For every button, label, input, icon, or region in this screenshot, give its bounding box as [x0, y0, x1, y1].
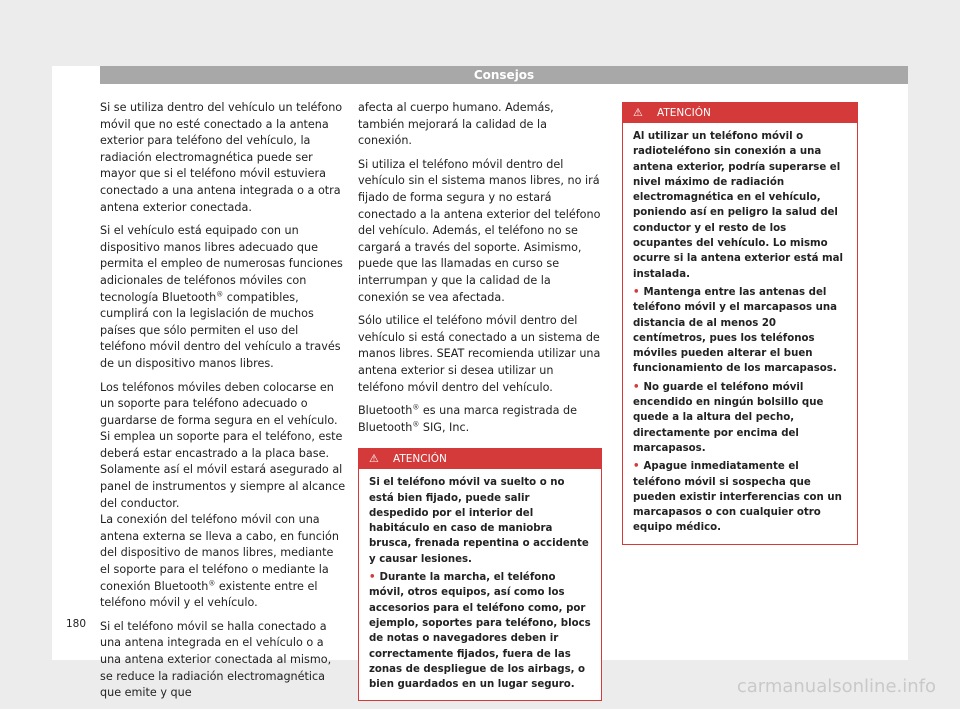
text-column-right — [622, 102, 858, 545]
list-item: • Durante la marcha, el teléfono móvil, otros equipos, así como los accesorios para el teléfono como, por ejemplo, soportes para teléfono, blocs de notas o navegadores deben ir correctamente fijados, fuera de las zonas de despliegue de los airbags, o bien guardados en un lugar seguro. — [369, 572, 591, 691]
warning-list — [369, 570, 591, 692]
warning-body — [623, 123, 857, 544]
bullet-icon: • — [633, 461, 640, 473]
warning-triangle-icon: ⚠ — [633, 106, 643, 119]
warning-intro: Si el teléfono móvil va suelto o no está bien fijado, puede salir despedido por el interior del habitáculo en caso de maniobra brusca, frenada repentina o accidente y causar lesiones. — [369, 477, 589, 565]
warning-box — [622, 102, 858, 545]
warning-box — [358, 448, 602, 701]
list-item: • Apague inmediatamente el teléfono móvil si sospecha que pueden existir interferencias con un marcapasos o con cualquier otro equipo médico. — [633, 461, 842, 534]
paragraph: Sólo utilice el teléfono móvil dentro del vehículo si está conectado a un sistema de manos libres. SEAT recomienda utilizar una antena exterior si desea utilizar un teléfono móvil dentro del vehículo. — [358, 314, 601, 394]
warning-triangle-icon: ⚠ — [369, 452, 379, 466]
list-item: • No guarde el teléfono móvil encendido en ningún bolsillo que quede a la altura del pecho, directamente por encima del marcapasos. — [633, 381, 824, 454]
section-header: Consejos — [100, 66, 908, 84]
paragraph: afecta al cuerpo humano. Además, también mejorará la calidad de la conexión. — [358, 101, 554, 148]
paragraph: Si el teléfono móvil se halla conectado a una antena integrada en el vehículo o a una antena exterior conectada al mismo, se reduce la radiación electromagnética que emite y que — [100, 619, 332, 700]
paragraph: La conexión del teléfono móvil con una antena externa se lleva a cabo, en función del dispositivo de manos libres, mediante el soporte para el teléfono o mediante la conexión Bluetooth® existente entre el teléfono móvil y el vehículo. — [100, 513, 339, 610]
paragraph: Si utiliza el teléfono móvil dentro del vehículo sin el sistema manos libres, no irá fijado de forma segura y no estará conectado a la antena exterior del teléfono del vehículo. Además, el teléfono no se cargará a través del soporte. Asimismo, puede que las llamadas en curso se interrumpan y que la calidad de la conexión se vea afectada. — [358, 157, 601, 304]
warning-list — [633, 285, 847, 536]
warning-intro: Al utilizar un teléfono móvil o radioteléfono sin conexión a una antena exterior, podría superarse el nivel máximo de radiación electromagnética en el vehículo, poniendo así en peligro la salud del conductor y el resto de los ocupantes del vehículo. Lo mismo ocurre si la antena exterior está mal instalada. — [633, 131, 843, 280]
bullet-icon: • — [633, 381, 640, 393]
warning-header: ⚠ ATENCIÓN — [359, 449, 601, 469]
text-column-left — [100, 100, 346, 709]
list-item: • Mantenga entre las antenas del teléfono móvil y el marcapasos una distancia de al menos 20 centímetros, pues los teléfonos móviles pueden alterar el buen funcionamiento de los marcapasos. — [633, 286, 837, 375]
warning-body — [359, 469, 601, 700]
paragraph: Si el vehículo está equipado con un dispositivo manos libres adecuado que permita el empleo de numerosas funciones adicionales de teléfonos móviles con tecnología Bluetooth® compatibles, cumplirá con la legislación de muchos países que sólo permiten el uso del teléfono móvil dentro del vehículo a través de un dispositivo manos libres. — [100, 224, 343, 370]
bullet-icon: • — [633, 286, 640, 298]
text-column-middle — [358, 100, 602, 701]
bullet-icon: • — [369, 572, 376, 584]
warning-header: ⚠ ATENCIÓN — [623, 103, 857, 123]
paragraph: Si se utiliza dentro del vehículo un teléfono móvil que no esté conectado a la antena exterior para teléfono del vehículo, la radiación electromagnética puede ser mayor que si el teléfono móvil estuviera conectado a una antena integrada o a otra antena exterior conectada. — [100, 101, 343, 214]
paragraph: Los teléfonos móviles deben colocarse en un soporte para teléfono adecuado o guardarse de forma segura en el vehículo. Si emplea un soporte para el teléfono, este deberá estar encastrado a la placa base. Solamente así el móvil estará asegurado al panel de instrumentos y siempre al alcance del conductor. — [100, 380, 346, 510]
watermark: carmanualsonline.info — [736, 676, 936, 697]
paragraph: Bluetooth® es una marca registrada de Bluetooth® SIG, Inc. — [358, 403, 578, 434]
page-number: 180 — [66, 618, 87, 630]
